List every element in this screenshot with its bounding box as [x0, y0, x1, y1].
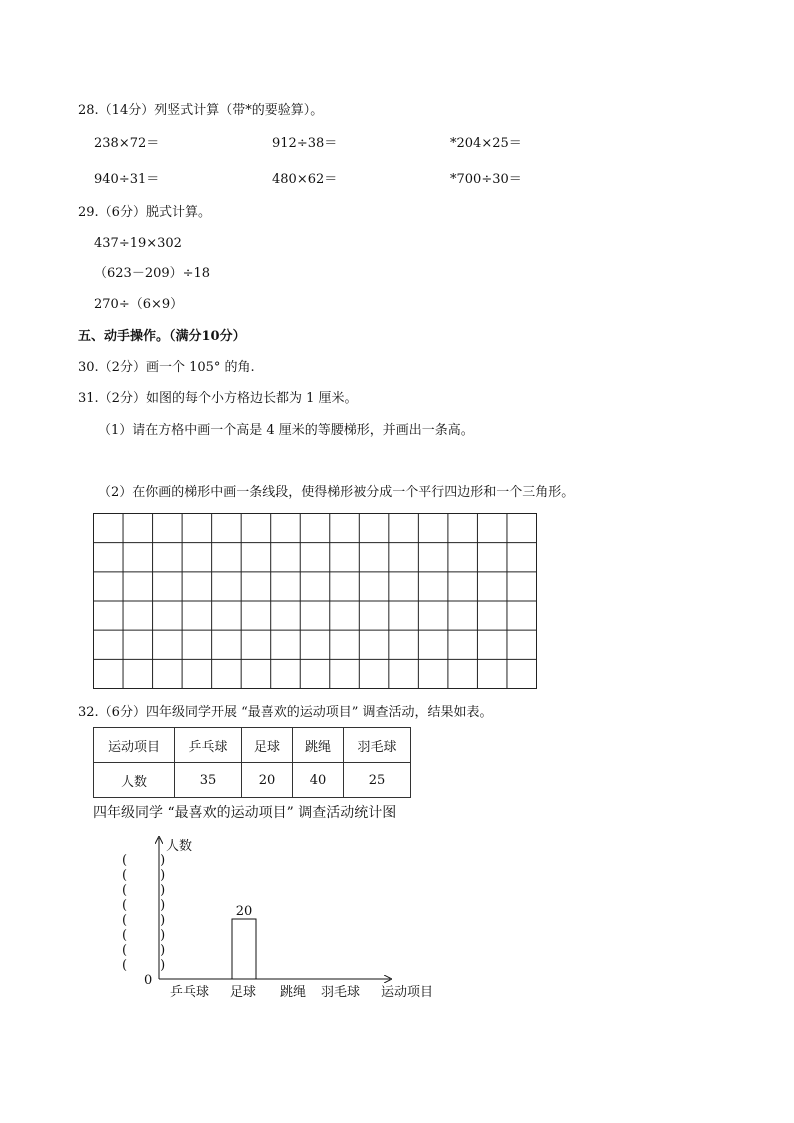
x-tick-label: 足球: [230, 985, 257, 1000]
square-grid[interactable]: [93, 513, 537, 689]
x-tick-label: 乒乓球: [170, 985, 210, 1000]
q29-expression-3: 270÷（6×9）: [94, 297, 184, 312]
y-tick-blank: ( ): [122, 883, 166, 898]
q31-part1: （1）请在方格中画一个高是 4 厘米的等腰梯形，并画出一条高。: [98, 423, 474, 438]
q28-problem-5: 480×62＝: [272, 172, 338, 187]
section-heading: 五、动手操作。（满分10分）: [78, 329, 246, 344]
table-cell: 跳绳: [293, 728, 344, 763]
q28-problem-2: 912÷38＝: [272, 136, 338, 151]
bar: [232, 919, 256, 979]
q29-expression-1: 437÷19×302: [94, 236, 182, 251]
y-tick-blank: ( ): [122, 913, 166, 928]
y-tick-blank: ( ): [122, 943, 166, 958]
x-tick-label: 羽毛球: [321, 985, 361, 1000]
y-tick-blank: ( ): [122, 928, 166, 943]
q28-title: 28.（14分）列竖式计算（带*的要验算）。: [78, 103, 324, 118]
bar-value-label: 20: [235, 904, 253, 919]
table-cell: 25: [344, 763, 411, 798]
y-tick-blank: ( ): [122, 868, 166, 883]
table-cell: 20: [242, 763, 293, 798]
q28-problem-3: *204×25＝: [450, 136, 522, 151]
table-cell: 35: [175, 763, 242, 798]
q28-problem-1: 238×72＝: [94, 136, 160, 151]
q31-title: 31.（2分）如图的每个小方格边长都为 1 厘米。: [78, 391, 358, 406]
table-cell: 人数: [94, 763, 175, 798]
x-tick-label: 跳绳: [280, 985, 307, 1000]
table-cell: 运动项目: [94, 728, 175, 763]
q29-title: 29.（6分）脱式计算。: [78, 205, 211, 220]
table-cell: 足球: [242, 728, 293, 763]
table-row: [94, 763, 411, 798]
chart-caption: 四年级同学 “最喜欢的运动项目” 调查活动统计图: [93, 805, 397, 821]
q30-text: 30.（2分）画一个 105° 的角.: [78, 360, 255, 375]
table-cell: 40: [293, 763, 344, 798]
x-axis-label: 运动项目: [381, 985, 434, 1000]
table-cell: 羽毛球: [344, 728, 411, 763]
y-axis-label: 人数: [166, 839, 193, 854]
q31-part2: （2）在你画的梯形中画一条线段，使得梯形被分成一个平行四边形和一个三角形。: [98, 485, 575, 500]
q32-title: 32.（6分）四年级同学开展 “最喜欢的运动项目” 调查活动，结果如表。: [78, 705, 493, 720]
q29-expression-2: （623－209）÷18: [94, 266, 211, 281]
table-header-row: [94, 728, 411, 763]
q28-problem-6: *700÷30＝: [450, 172, 522, 187]
bar-chart[interactable]: [100, 828, 460, 1008]
q28-problem-4: 940÷31＝: [94, 172, 160, 187]
y-tick-blank: ( ): [122, 898, 166, 913]
survey-table: [93, 727, 411, 798]
y-origin-label: 0: [144, 973, 153, 988]
y-tick-blank: ( ): [122, 853, 166, 868]
table-cell: 乒乓球: [175, 728, 242, 763]
y-tick-blank: ( ): [122, 958, 166, 973]
